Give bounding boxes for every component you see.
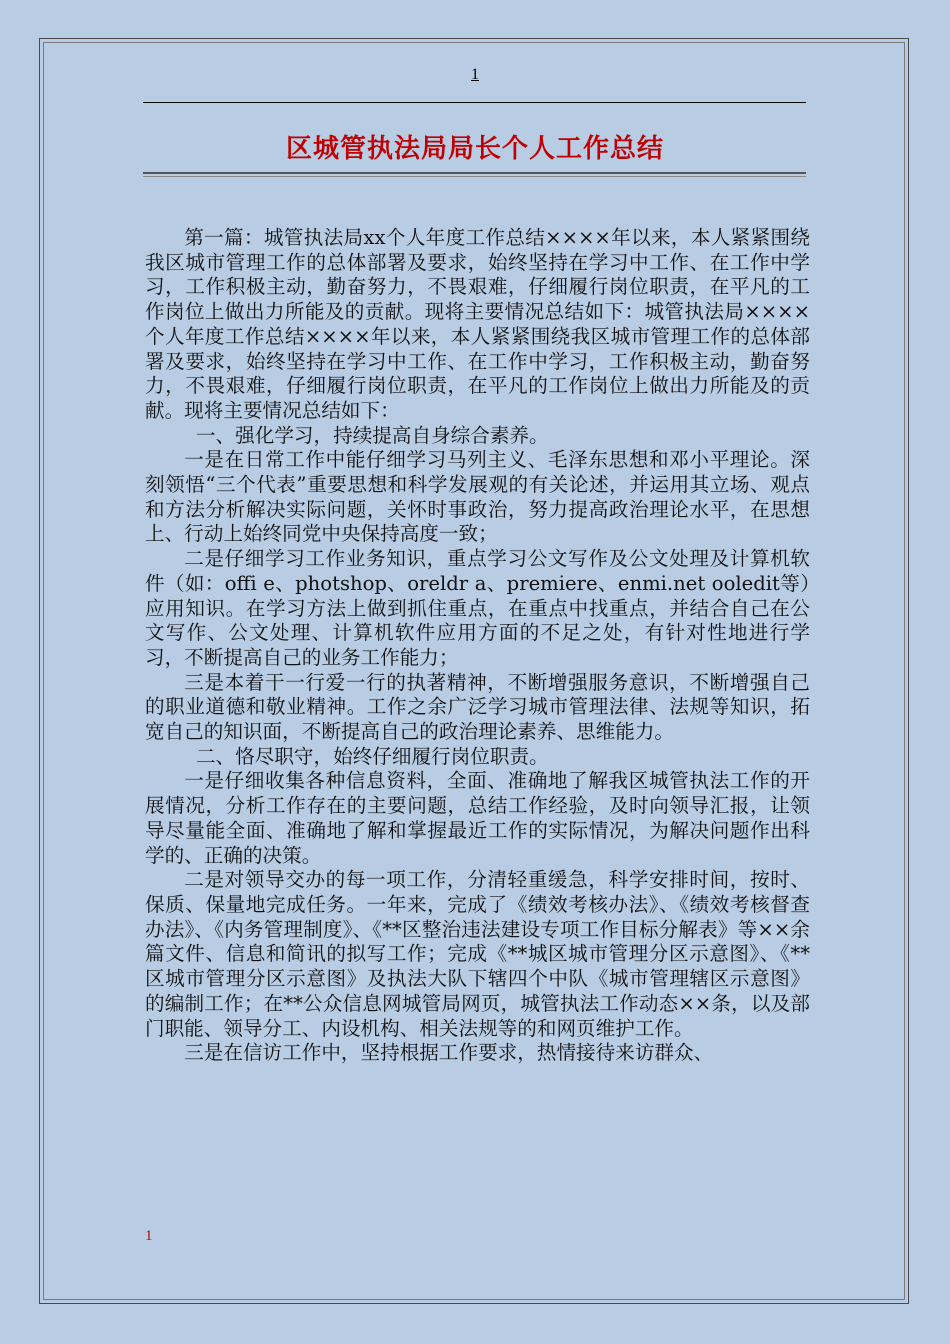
- body-paragraph: 二是仔细学习工作业务知识，重点学习公文写作及公文处理及计算机软件（如：offi e、photshop、oreldr a、premiere、enmi.net ooledit等）应用知识。在学习方法上做到抓住重点，在重点中找重点，并结合自己在公文写作、公文处理、计算机软件应用方面的不足之处，有针对性地进行学习，不断提高自己的业务工作能力；: [145, 547, 810, 669]
- section-heading: 二、恪尽职守，始终仔细履行岗位职责。: [195, 744, 549, 768]
- body-paragraph: 二是对领导交办的每一项工作，分清轻重缓急，科学安排时间，按时、保质、保量地完成任务。一年来，完成了《绩效考核办法》、《绩效考核督查办法》、《内务管理制度》、《**区整治违法建设专项工作目标分解表》等××余篇文件、信息和简讯的拟写工作；完成《**城区城市管理分区示意图》、《**区城市管理分区示意图》及执法大队下辖四个中队《城市管理辖区示意图》的编制工作；在**公众信息网城管局网页，城管执法工作动态××条，以及部门职能、领导分工、内设机构、相关法规等的和网页维护工作。: [145, 868, 810, 1040]
- body-paragraph: 三是在信访工作中，坚持根据工作要求，热情接待来访群众、: [184, 1041, 714, 1065]
- header-page-number: 1: [471, 66, 479, 83]
- footer-page-number: 1: [145, 1228, 153, 1244]
- header-rule: [143, 102, 806, 103]
- body-paragraph: 第一篇：城管执法局xx个人年度工作总结××××年以来，本人紧紧围绕我区城市管理工作的总体部署及要求，始终坚持在学习中工作、在工作中学习，工作积极主动，勤奋努力，不畏艰难，仔细履行岗位职责，在平凡的工作岗位上做出力所能及的贡献。现将主要情况总结如下：城管执法局××××个人年度工作总结××××年以来，本人紧紧围绕我区城市管理工作的总体部署及要求，始终坚持在学习中工作、在工作中学习，工作积极主动，勤奋努力，不畏艰难，仔细履行岗位职责，在平凡的工作岗位上做出力所能及的贡献。现将主要情况总结如下：: [145, 226, 810, 422]
- body-paragraph: 一是在日常工作中能仔细学习马列主义、毛泽东思想和邓小平理论。深刻领悟“三个代表”重要思想和科学发展观的有关论述，并运用其立场、观点和方法分析解决实际问题，关怀时事政治，努力提高政治理论水平，在思想上、行动上始终同党中央保持高度一致；: [145, 448, 810, 546]
- body-paragraph: 一是仔细收集各种信息资料，全面、准确地了解我区城管执法工作的开展情况，分析工作存在的主要问题，总结工作经验，及时向领导汇报，让领导尽量能全面、准确地了解和掌握最近工作的实际情况，为解决问题作出科学的、正确的决策。: [145, 769, 810, 867]
- document-title: 区城管执法局局长个人工作总结: [285, 134, 664, 164]
- title-underline-thin: [143, 176, 806, 177]
- body-paragraph: 三是本着干一行爱一行的执著精神，不断增强服务意识，不断增强自己的职业道德和敬业精神。工作之余广泛学习城市管理法律、法规等知识，拓宽自己的知识面，不断提高自己的政治理论素养、思维能力。: [145, 670, 810, 744]
- title-underline: [143, 172, 806, 174]
- document-body: [145, 226, 810, 1066]
- section-heading: 一、强化学习，持续提高自身综合素养。: [195, 423, 549, 447]
